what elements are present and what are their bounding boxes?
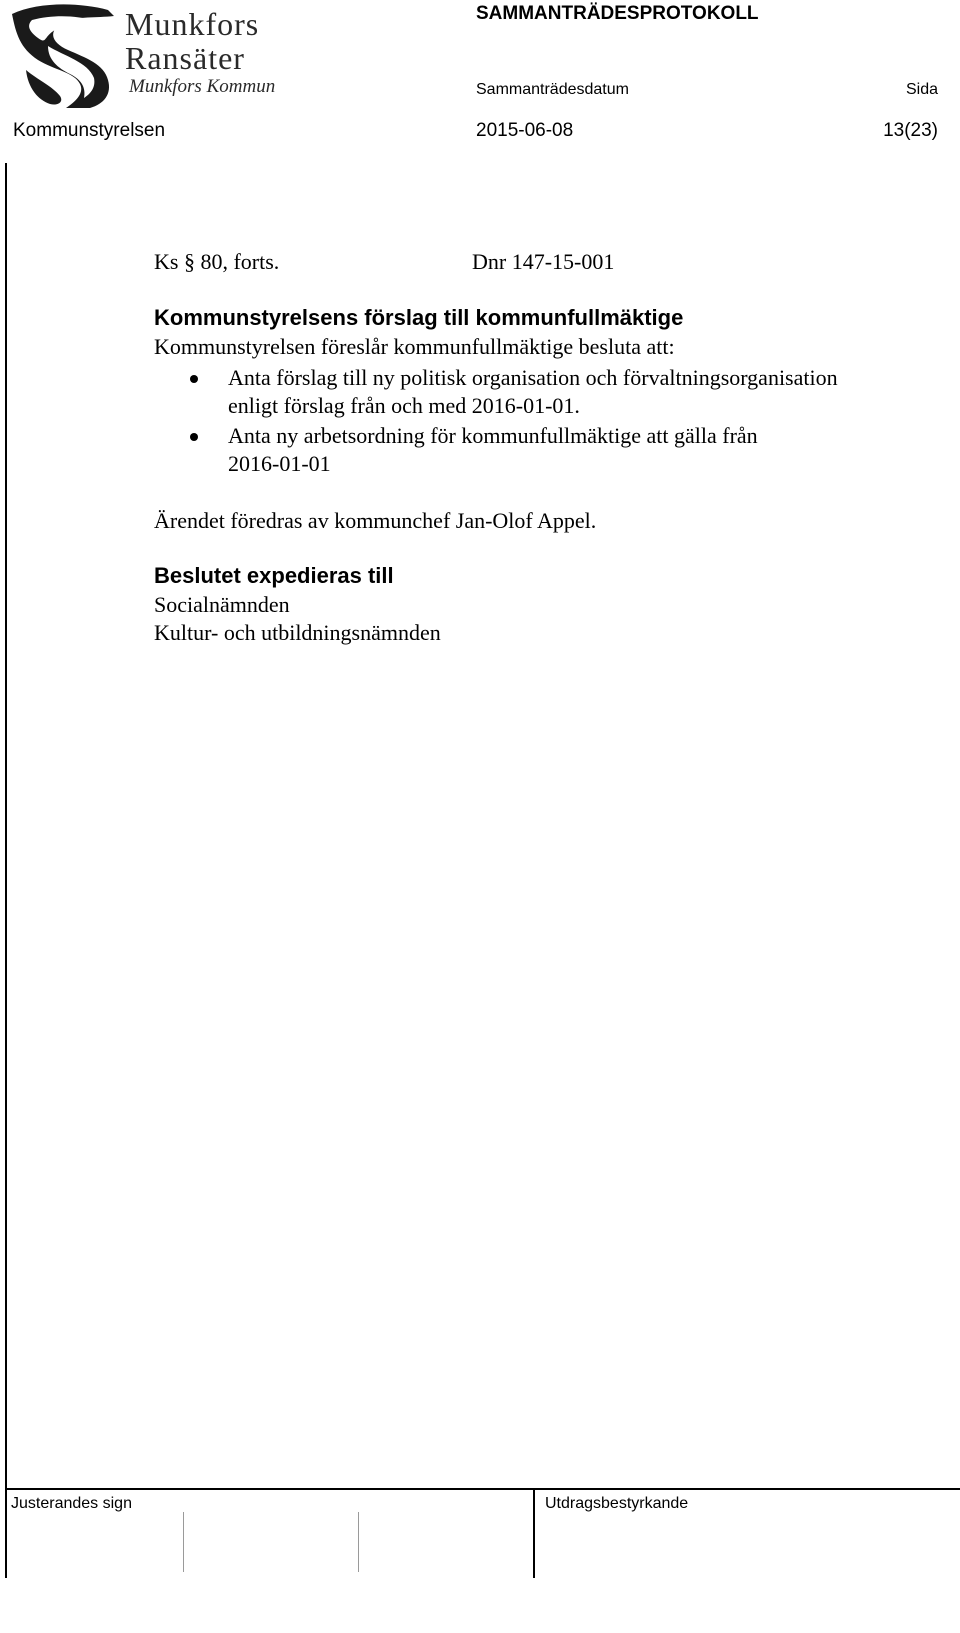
signature-box-divider bbox=[183, 1512, 184, 1572]
list-item: Anta förslag till ny politisk organisation och förvaltningsorganisation enligt förslag från och med 2016-01-01. bbox=[190, 364, 930, 420]
recipient: Socialnämnden bbox=[154, 592, 290, 617]
logo-line-2: Ransäter bbox=[125, 40, 245, 76]
bullet-icon bbox=[190, 433, 198, 441]
bullet-icon bbox=[190, 375, 198, 383]
page-number: 13(23) bbox=[883, 120, 938, 141]
recipient: Kultur- och utbildningsnämnden bbox=[154, 620, 441, 645]
logo-line-1: Munkfors bbox=[125, 6, 260, 42]
footer-divider bbox=[533, 1490, 535, 1578]
date-label: Sammanträdesdatum bbox=[476, 81, 629, 98]
extract-certification-label: Utdragsbestyrkande bbox=[545, 1495, 689, 1512]
page-label: Sida bbox=[905, 81, 938, 98]
case-number: Dnr 147-15-001 bbox=[472, 249, 615, 274]
dispatch-heading: Beslutet expedieras till bbox=[154, 563, 394, 588]
proposal-intro: Kommunstyrelsen föreslår kommunfullmäktige besluta att: bbox=[154, 334, 675, 359]
proposal-heading: Kommunstyrelsens förslag till kommunfullmäktige bbox=[154, 305, 684, 330]
municipality-logo bbox=[8, 0, 308, 112]
document-type-title: SAMMANTRÄDESPROTOKOLL bbox=[476, 3, 759, 24]
presenter-note: Ärendet föredras av kommunchef Jan-Olof Appel. bbox=[154, 508, 597, 533]
signature-box-divider bbox=[358, 1512, 359, 1572]
logo-line-3: Munkfors Kommun bbox=[129, 76, 276, 97]
committee-name: Kommunstyrelsen bbox=[13, 120, 166, 141]
proposal-list bbox=[190, 364, 930, 478]
paragraph-reference: Ks § 80, forts. bbox=[154, 249, 280, 274]
left-margin-rule bbox=[5, 163, 7, 1578]
meeting-date: 2015-06-08 bbox=[476, 120, 574, 141]
adjuster-signature-label: Justerandes sign bbox=[11, 1495, 132, 1512]
list-item: Anta ny arbetsordning för kommunfullmäktige att gälla från 2016-01-01 bbox=[190, 422, 930, 478]
footer-rule bbox=[5, 1488, 960, 1490]
